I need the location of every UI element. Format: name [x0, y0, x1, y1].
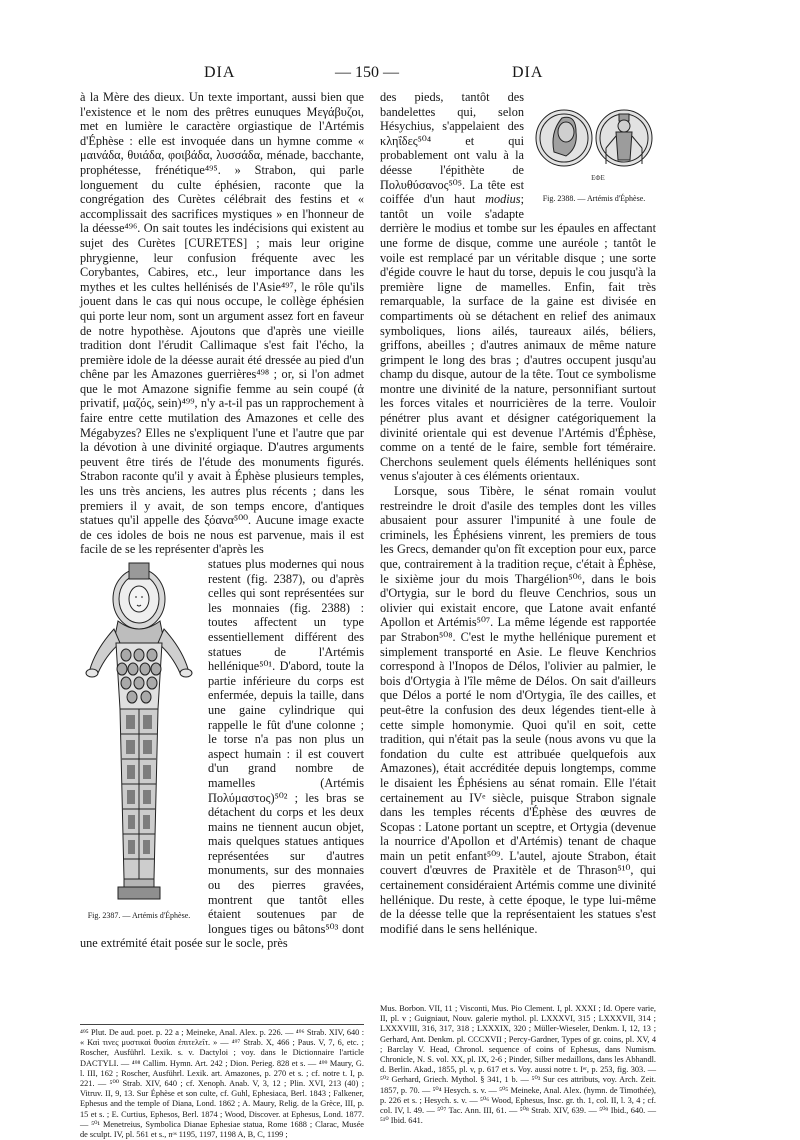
text-run: des pieds, tantôt des bandelettes qui, selon Hésychius, s'appelaient des κληΐδες⁵⁰⁴ et qui probablement ont valu à la déesse l'épithète de Πολυθύσανος⁵⁰⁵. La tête est coiffée d'un haut [380, 90, 524, 207]
header-left: DIA [204, 64, 236, 81]
emphasis: modius [485, 192, 521, 207]
artemis-statue-illustration [80, 559, 198, 905]
figure-2387 [80, 559, 198, 919]
coin-legend: ΕΦΕ [591, 174, 605, 182]
figure-caption: Fig. 2387. — Artémis d'Éphèse. [87, 910, 191, 920]
coin-illustration [532, 92, 656, 188]
footnotes-left [80, 1028, 364, 1140]
paragraph: à la Mère des dieux. Un texte important, aussi bien que l'existence et le nom des prêtres eunuques Μεγάβυζοι, met en lumière le caractère orgiastique de l'Artémis d'Éphèse : elle est invoquée dans un hymne comme « μαινάδα, θυιάδα, φοιβάδα, λυσσάδα, ménade, bacchante, prophétesse, frénétique⁴⁹⁵. » Strabon, qui parle longuement du culte éphésien, raconte que la congrégation des Curètes célébrait des festins et « accomplissait des sacrifices mystiques » en l'honneur de la déesse⁴⁹⁶. On sait toutes les indécisions qui existent au sujet des Curètes [CURETES] ; mais leur origine phrygienne, leur confusion fréquente avec les Corybantes, Cabires, etc., leur importance dans les mythes et les cultes hellénisés de l'Asie⁴⁹⁷, le rôle qu'ils jouent dans le cas qui nous occupe, le collège éphésien qui porte leur nom, sont un argument assez fort en faveur de notre hypothèse. Ajoutons que d'après une vieille tradition dont l'érudit Callimaque s'est fait l'écho, la première idole de la déesse aurait été dressée au pied d'un chêne par les Amazones guerrières⁴⁹⁸ ; or, si l'on admet que le mot Amazone signifie femme au sein coupé (ἀ privatif, μαζός, sein)⁴⁹⁹, n'y a-t-il pas un rapprochement à faire entre cette mutilation des Amazones et celle des Mégabyzes? Elles ne s'expliquent l'une et l'autre que par la dévotion à une divinité orgiaque. D'autres arguments peuvent être tirés de l'étude des monuments figurés. Strabon raconte qu'il y avait à Éphèse plusieurs temples, les uns très anciens, les autres plus récents ; dans les premiers il y avait, de son temps encore, d'antiques statues qu'il appelle des ξόανα⁵⁰⁰. Aucune image exacte de ces idoles de bois ne nous est parvenue, mais il est facile de se les représenter d'après les [80, 90, 364, 557]
footnote-text: Mus. Borbon. VII, 11 ; Visconti, Mus. Pio Clement. I, pl. XXXI ; Id. Opere varie, II, pl. v ; Guigniaut, Nouv. galerie mythol. pl. LXXXVI, 315 ; LXXXVII, 314 ; LXXXVIII, 316, 317, 318 ; LXXXIX, 320 ; Müller-Wieseler, Denkm. I, 12, 13 ; Gerhard, Ant. Denkm. pl. CCCXVII ; Percy-Gardner, Types of gr. coins, pl. XV, 4 ; Barclay V. Head, Chronol. sequence of coins of Ephesus, dans Numism. Chronicle, N. S. vol. XX, pl. IX, 2-6 ; Pinder, Silber medaillons, dans les Abhandl. d. Berlin. Akad., 1855, pl. v, p. 617 et s. Voy. aussi notre t. Iᵉʳ, p. 253, fig. 303. — ⁵⁰² Gerhard, Griech. Mythol. § 341, 1 b. — ⁵⁰³ Sur ces attributs, voy. Arch. Zeit. 1857, p. 70. — ⁵⁰⁴ Hesych. s. v. — ⁵⁰⁵ Meineke, Anal. Alex. (hymn. de Timothée), p. 226 et s. ; Hesych. s. v. — ⁵⁰⁶ Wood, Ephesus, Insc. gr. th. 1, col. II, l. 3, 4 ; cf. col. IV, l. 49. — ⁵⁰⁷ Tac. Ann. III, 61. — ⁵⁰⁸ Strab. XIV, 639. — ⁵⁰⁹ Ibid., 640. — ⁵¹⁰ Ibid. 641. [380, 1004, 656, 1126]
text-run: ; tantôt un voile s'adapte derrière le modius et tombe sur les épaules en affectant une forme de disque, comme une auréole ; tantôt le voile est remplacé par un véritable disque ; une sorte d'égide couvre le haut du torse, depuis le cou jusqu'à la première ligne de mamelles. Enfin, fait très remarquable, la surface de la gaine est divisée en compartiments où se détachent en relief des animaux symboliques, lions ailés, taureaux ailés, béliers, griffons, abeilles ; d'autres animaux de même nature grimpent le long des bras ; d'autres occupent jusqu'au champ du disque, autour de la tête. Tout ce symbolisme montre une divinité de la nature, personnifiant surtout les forces vitales et nourricières de la terre. Vouloir pénétrer plus avant et désigner catégoriquement la divinité orientale qui est devenue l'Artémis d'Éphèse, comme on a tenté de le faire, semble fort téméraire. Cherchons seulement quels éléments helléniques sont venus s'ajouter à ces éléments orientaux. [380, 192, 656, 484]
header-right: DIA [512, 64, 544, 81]
figure-caption: Fig. 2388. — Artémis d'Éphèse. [542, 193, 646, 203]
paragraph: Lorsque, sous Tibère, le sénat romain voulut restreindre le droit d'asile des temples dont les villes abusaient pour assurer l'impunité à une foule de criminels, les Éphésiens vinrent, les premiers de tous les Grecs, demander qu'on fît exception pour eux, parce que, contrairement à la tradition reçue, c'était à Éphèse, le sixième jour du mois Thargélion⁵⁰⁶, dans le bois d'Ortygia, sur le bord du fleuve Cenchrios, sous un olivier qui existait encore, que Latone avait enfanté Apollon et Artémis⁵⁰⁷. La même légende est rapportée par Strabon⁵⁰⁸. C'est le mythe hellénique purement et simplement transporté en Asie. Le fleuve Kenchrios correspond à l'Inopos de Délos, l'olivier au palmier, le bois d'Ortygia à l'île même de Délos. On sait d'ailleurs que Délos a porté le nom d'Ortygia, île des cailles, et peut-être la confusion des deux légendes tient-elle à cette simple homonymie. Quoi qu'il en soit, cette tradition, qui n'était pas la seule (nous avons vu que la fondation du culte est attribuée quelquefois aux Amazones), était accréditée depuis longtemps, comme le disaient les Éphésiens au sénat romain. Elle l'était certainement au IVᵉ siècle, puisque Strabon signale dans les temples récents d'Éphèse des œuvres de Scopas : Latone portant un sceptre, et Ortygia (devenue la nourrice d'Apollon et d'Artémis) tenant de chaque main un petit enfant⁵⁰⁹. L'autel, ajoute Strabon, était couvert d'œuvres de Praxitèle et de Thrason⁵¹⁰, qui certainement considéraient Artémis comme une divinité hellénique. Du reste, à cette époque, le type lui-même de la déesse telle que la représentaient les statues s'est modifié dans le sens hellénique. [380, 484, 656, 936]
left-column [80, 90, 364, 951]
footnote-text: ⁴⁹⁵ Plut. De aud. poet. p. 22 a ; Meineke, Anal. Alex. p. 226. — ⁴⁹⁶ Strab. XIV, 640 : « Καὶ τινες μυστικαὶ θυσίαι ἐπιτελεῖτ. » — ⁴⁹⁷ Strab. X, 466 ; Paus. V, 7, 6, etc. ; Roscher, Ausführl. Lexik. s. v. Dactyloi ; voy. dans le Dictionnaire l'article DACTYLI. — ⁴⁹⁸ Callim. Hymn. Art. 242 ; Dion. Perieg. 828 et s. — ⁴⁹⁹ Maury, G. l. III, 162 ; Roscher, Ausführl. Lexik. art. Amazones, p. 270 et s. ; cf. notre t. I, p. 221. — ⁵⁰⁰ Strab. XIV, 640 ; cf. Xenoph. Anab. V, 3, 12 ; Plin. XVI, 213 (40) ; Vitruv. II, 9, 13. Sur Éphèse et son culte, cf. Guhl, Ephesiaca, Berl. 1843 ; Falkener, Ephesus and the temple of Diana, Lond. 1862 ; A. Maury, Relig. de la Grèce, III, p. 15 et s. ; E. Curtius, Ephesos, Berl. 1874 ; Wood, Discover. at Ephesus, Lond. 1877. — ⁵⁰¹ Menetreius, Symbolica Dianae Ephesiae statua, Rome 1688 ; Clarac, Musée de sculpt. IV, pl. 561 et s., nᵒˢ 1195, 1197, 1198 A, B, C, 1199 ; [80, 1028, 364, 1140]
right-column [380, 90, 656, 936]
figure-2388 [532, 92, 656, 204]
footnote-rule [80, 1024, 364, 1025]
footnotes-right [380, 1004, 656, 1126]
running-header [80, 64, 730, 88]
page-number: — 150 — [335, 64, 399, 81]
paragraph: statues plus modernes qui nous restent (fig. 2387), ou d'après celles qui sont représentées sur les monnaies (fig. 2388) : toutes affectent un type essentiellement différent des statues de l'Artémis hellénique⁵⁰¹. D'abord, toute la partie inférieure du corps est enfermée, depuis la taille, dans une gaine cylindrique qui rappelle le fût d'une colonne ; le torse n'a pas non plus un aspect humain : il est couvert d'un grand nombre de mamelles (Artémis Πολύμαστος)⁵⁰² ; les bras se détachent du corps et les deux mains ne tiennent aucun objet, mais quelques statues antiques représentées sur d'autres monuments, sur des monnaies ou des pierres gravées, montrent que tantôt elles étaient soutenues par de longues tiges ou bâtons⁵⁰³ dont une extrémité était posée sur le socle, près [80, 557, 364, 951]
